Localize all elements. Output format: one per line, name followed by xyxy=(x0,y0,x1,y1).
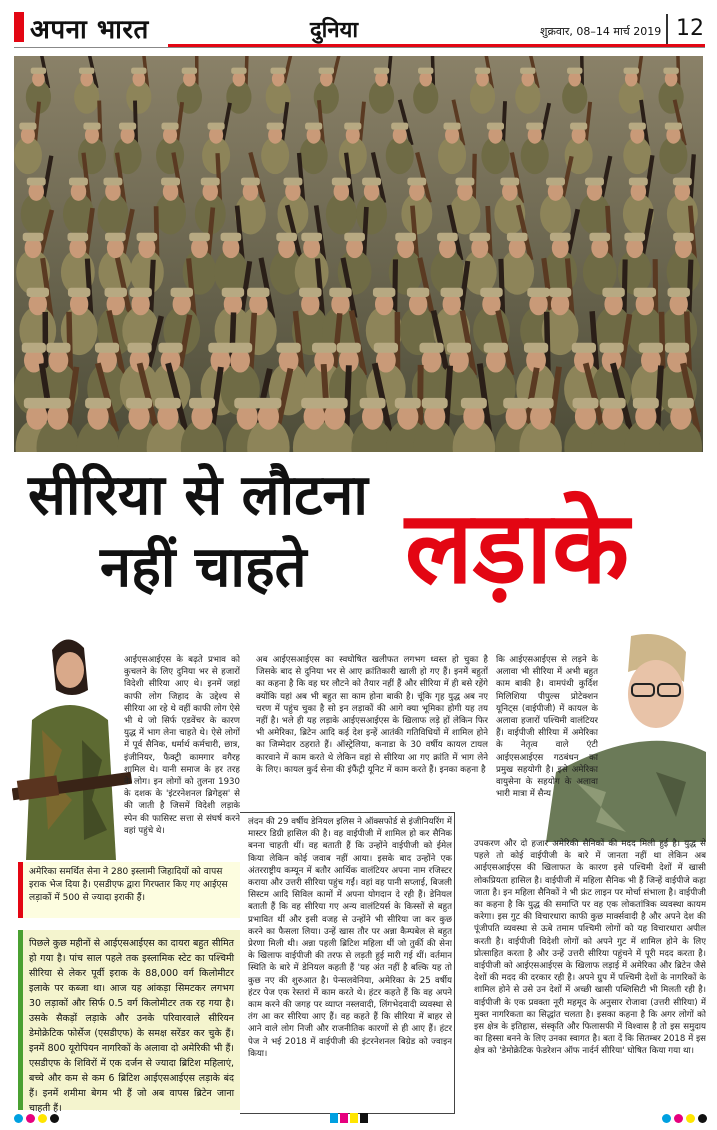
article-column-1: आईएसआईएस के बढ़ते प्रभाव को कुचलने के लिए दुनिया भर से हजारों विदेशी सीरिया आए थे। इनमें जहां काफी लोग जिहाद के उद्देश्य से सीरिया आ रहे थे वहीं काफी लोग ऐसे भी थे जो सिर्फ एडवेंचर के कारण युद्ध में भाग लेना चाहते थे। ऐसे लोगों में पूर्व सैनिक, धर्मार्थ कर्मचारी, छात्र, इंजीनियर, फैक्ट्री कामगार वगैरह शामिल थे। यानी समाज के हर तरह के लोग। इन लोगों को तुलना 1930 के दशक के 'इंटरनेशनल ब्रिगेड्स' से की जाती है जिसमें विदेशी लड़ाके स्पेन की फासिस्ट सत्ता से संघर्ष करने वहां पहुंचे थे। xyxy=(124,655,240,836)
woman-fighter-photo xyxy=(12,630,132,860)
headline-line-2: नहीं चाहते xyxy=(100,535,307,600)
highlight-callout-green: पिछले कुछ महीनों से आईएसआईएस का दायरा बहुत सीमित हो गया है। पांच साल पहले तक इस्लामिक स्टेट का पश्चिमी सीरिया से लेकर पूर्वी इराक के 88,000 वर्ग किलोमीटर इलाके पर कब्जा था। आज यह आंकड़ा सिमटकर लगभग 30 लड़ाकों और सिर्फ 0.5 वर्ग किलोमीटर तक रह गया है। उसके सैकड़ों लड़ाके और उनके परिवारवाले सीरियन डेमोक्रेटिक फोर्सेज (एसडीएफ) के समक्ष सरेंडर कर चुके हैं। इनमें 800 यूरोपियन नागरिकों के अलावा दो अमेरिकी भी हैं। एसडीएफ के शिविरों में एक दर्जन से ज्यादा ब्रिटिश महिलाएं, बच्चे और कम से कम 6 ब्रिटिश आईएसआईएस लड़ाके बंद हैं। इनमें शमीमा बेगम भी हैं जो अब वापस ब्रिटेन जाना चाहती हैं। xyxy=(18,930,240,1110)
issue-date: शुक्रवार, 08–14 मार्च 2019 xyxy=(540,25,662,38)
article-column-2: अब आईएसआईएस का स्वघोषित खलीफत लगभग ध्वस्त हो चुका है जिसके बाद से दुनिया भर से आए क्रांतिकारी खाली हो गए हैं। इनमें बहुतों का कहना है कि वह घर लौटने को तैयार नहीं हैं और सीरिया में ही बसे रहेंगे क्योंकि यहां अब भी बहुत सा काम होना बाकी है। चूंकि गृह युद्ध अब नए चरण में पहुंच चुका है सो इन लड़ाकों की आगे क्या भूमिका होगी यह तय नहीं है। भले ही यह लड़ाके आईएसआईएस के खिलाफ लड़े हों लेकिन फिर भी अमेरिका, ब्रिटेन आदि कई देश इन्हें आतंकी गतिविधियों में शामिल होने का जिम्मेदार ठहराते हैं। ऑस्ट्रेलिया, कनाडा के 30 वर्षीय कायल टायल कारवाने में काम करते थे लेकिन वहां से सीरिया आ गए क्रांति में भाग लेने के लिए। कायल कुर्द सेना की इंफैंट्री यूनिट में काम करते हैं। इनका कहना है xyxy=(256,655,488,775)
article-column-3-top: कि आईएसआईएस से लड़ने के अलावा भी सीरिया में अभी बहुत काम बाकी है। वामपंथी कुर्दिश मिलिशिया पीपुल्स प्रोटेक्शन यूनिट्स (वाईपीजी) में कायल के अलावा हजारों पश्चिमी वालंटियर हैं। वाईपीजी सीरिया में अमेरिका के नेतृत्व वाले एंटी आईएसआईएस गठबंधन का प्रमुख सहयोगी है। इसे अमेरिका वायुसेना के सहयोग के अलावा भारी मात्रा में सैन्य xyxy=(496,655,598,800)
page-number: 12 xyxy=(676,16,704,41)
brand-accent-bar xyxy=(14,12,24,42)
headline-accent: लड़ाके xyxy=(405,489,629,606)
section-title: दुनिया xyxy=(310,18,359,43)
header-gray-rule xyxy=(14,47,705,48)
sidebar-box-text: लंदन की 29 वर्षीय डेनियल इलिस ने ऑक्सफोर्ड से इंजीनियरिंग में मास्टर डिग्री हासिल की है। वह वाईपीजी में शामिल हो कर सैनिक बनना चाहती थीं। वह बताती हैं कि उन्होंने वाईपीजी को ईमेल किया लेकिन कोई जवाब नहीं आया। इसके बाद उन्होंने एक अंतरराष्ट्रीय कम्यून में बतौर आर्थिक वालंटियर अपना नाम रजिस्टर कराया और उत्तरी सीरिया पहुंच गईं। वहां वह पानी सप्लाई, बिजली सिस्टम आदि सिविल कामों में अपना योगदान दे रही हैं। डेनियल बताती हैं कि वह सीरिया गए अन्य वालंटियर्स के किस्सों से बहुत प्रभावित थीं और इसी वजह से उन्होंने भी सीरिया जा कर कुछ करने का फैसला लिया। उन्हें खास तौर पर अन्ना कैम्पबेल से बहुत प्रेरणा मिली थी। अन्ना पहली ब्रिटिश महिला थीं जो तुर्की की सेना के खिलाफ वाईपीजी की तरफ से लड़ती हुई मारी गई थीं। वर्तमान स्थिति के बारे में डेनियल कहती हैं 'यह अंत नहीं है बल्कि यह तो कुछ नए की शुरुआत है। पेन्सलवेनिया, अमेरिका के 25 वर्षीय हंटर पेज एक रेस्तरां में काम करते थे। हंटर कहते हैं कि वह अपने काम करने की जगह पर व्याप्त नस्लवादी, लिंगभेदवादी व्यवस्था से तंग आ कर सीरिया आए हैं। वह कहते हैं कि सीरिया में बाहर से आने वाले लोग निजी और राजनीतिक कारणों से ही आए हैं। हंटर पेज ने भई 2018 में वाईपीजी की इंटरनेशनल बिग्रेड को ज्वाइन किया। xyxy=(248,817,452,1059)
article-column-3-bottom: उपकरण और दो हजार अमेरिकी सैनिकों की मदद मिली हुई है। युद्ध से पहले तो कोई वाईपीजी के बारे में जानता नहीं था लेकिन अब आईएसआईएस की खिलाफत के कारण इसे पश्चिमी देशों में खासी लोकप्रियता हासिल है। वाईपीजी में महिला सैनिक भी हैं जिन्हें वाईपीजे कहा जाता है। इन महिला सैनिकों ने भी फ्रंट लाइन पर मोर्चा संभाला है। वाईपीजी का कहना है कि युद्ध की समाप्ति पर वह एक लोकतांत्रिक व्यवस्था कायम करेगा। इस गुट की विचारधारा काफी कुछ मार्क्सवादी है और अपने देश की पूंजीपति व्यवस्था से ऊबे तमाम पश्चिमी लोगों को यह विचारधारा अपील करती है। वाईपीजी विदेशी लोगों को अपने गुट में शामिल होने के लिए प्रोत्साहित करता है और उन्हें उत्तरी सीरिया पहुंचने में पूरी मदद करता है। वाईपीजी को आईएसआईएस के खिलाफ लड़ाई में अमेरिका और ब्रिटेन जैसे देशों की मदद की दरकार रही है। अपने ग्रुप में पश्चिमी देशों के नागरिकों के शामिल होने से उसे उन देशों में अच्छी खासी पब्लिसिटी भी मिलती रही है। वाईपीजी के एक प्रवक्ता नूरी महमूद के अनुसार रोजावा (उत्तरी सीरिया) में मुक्त नागरिकता का सिद्धांत चलता है। इसका कहना है कि अगर लोगों को इस क्षेत्र के इतिहास, संस्कृति और फिलासफी में विश्वास है तो इस समुदाय का हिस्सा बनने के लिए उनका स्वागत है। बता दें कि सितम्बर 2018 में इस क्षेत्र को 'डेमोक्रेटिक फेडरेशन ऑफ नार्दर्न सीरिया' घोषित किया गया था। xyxy=(474,839,706,1057)
masthead-brand: अपना भारत xyxy=(30,15,149,45)
fighters-crowd-photo xyxy=(14,56,703,452)
header-divider xyxy=(666,14,668,44)
headline-line-1: सीरिया से लौटना xyxy=(28,463,368,528)
highlight-callout-red: अमेरिका समर्थित सेना ने 280 इस्लामी जिहादियों को वापस इराक भेज दिया है। एसडीएफ द्वारा गिरफ्तार किए गए आईएस लड़ाकों में 500 से ज्यादा इराकी हैं। xyxy=(18,862,240,918)
